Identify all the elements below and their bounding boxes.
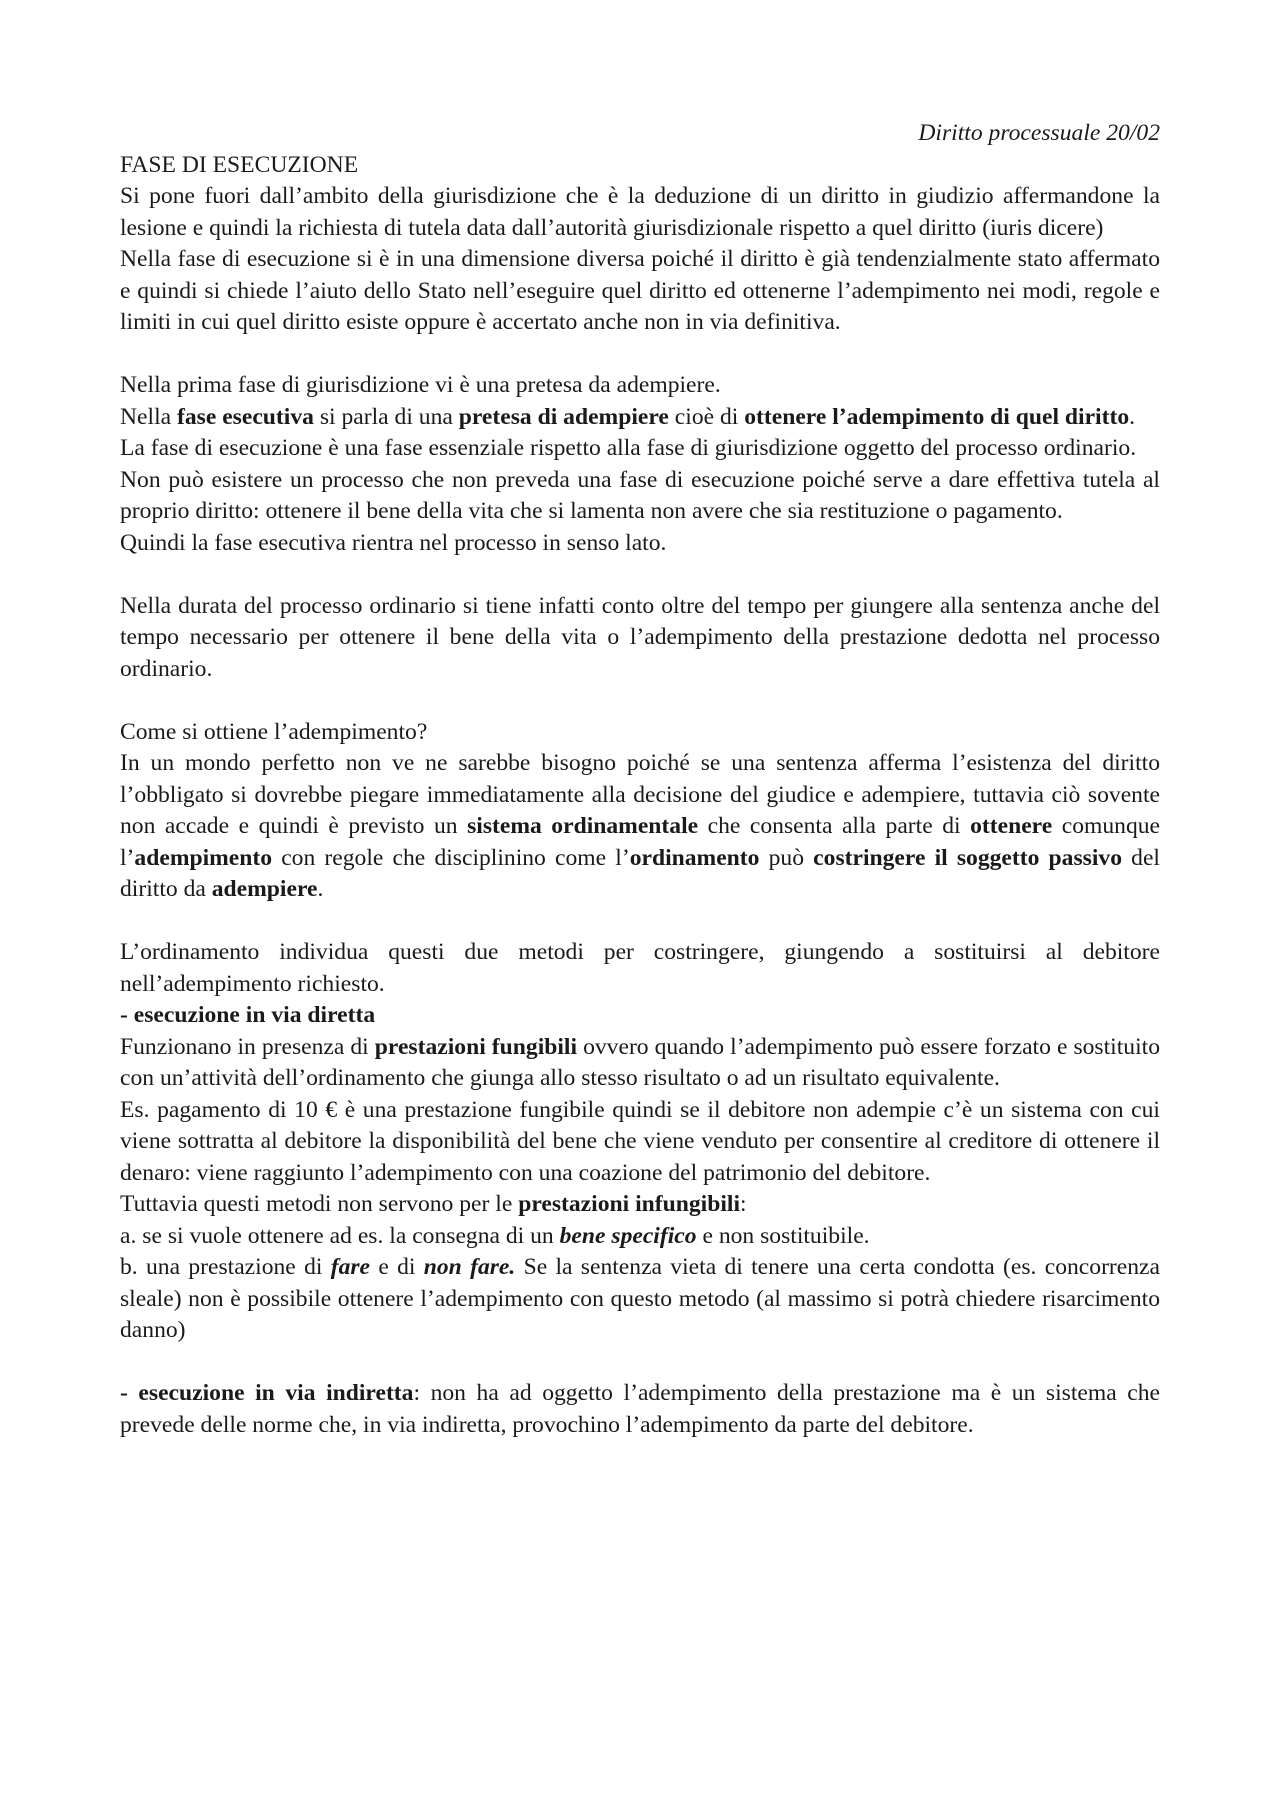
paragraph-execution-dimension: Nella fase di esecuzione si è in una dimensione diversa poiché il diritto è già tendenzialmente stato affermato e quindi si chiede l’aiuto dello Stato nell’eseguire quel diritto ed ottenerne l’adempimento nei modi, regole e limiti in cui quel diritto esiste oppure è accertato anche non in via definitiva.: [120, 246, 1160, 335]
blank-line: [120, 906, 1160, 938]
bold-term: pretesa di adempiere: [458, 403, 669, 430]
paragraph-jurisdiction: Si pone fuori dall’ambito della giurisdizione che è la deduzione di un diritto in giudizio affermandone la lesione e quindi la richiesta di tutela data dall’autorità giurisdizionale rispetto a quel diritto (iuris dicere): [120, 183, 1160, 241]
paragraph-infungible: Tuttavia questi metodi non servono per le prestazioni infungibili:: [120, 1191, 747, 1217]
bold-term: adempimento: [134, 844, 273, 871]
bold-italic-term: fare: [330, 1254, 371, 1280]
paragraph-essential-phase: La fase di esecuzione è una fase essenziale rispetto alla fase di giurisdizione oggetto del processo ordinario.: [120, 435, 1137, 461]
paragraph-effective-protection: Non può esistere un processo che non preveda una fase di esecuzione poiché serve a dare effettiva tutela al proprio diritto: ottenere il bene della vita che si lamenta non avere che sia restituzione o pagamento.: [120, 466, 1160, 524]
paragraph-broad-sense: Quindi la fase esecutiva rientra nel processo in senso lato.: [120, 529, 667, 556]
bold-italic-term: non fare.: [423, 1254, 516, 1280]
document-page: [120, 118, 1160, 1441]
bold-term: prestazioni infungibili: [518, 1191, 740, 1217]
section-title: FASE DI ESECUZIONE: [120, 151, 359, 178]
bold-term: adempiere: [211, 876, 318, 902]
blank-line: [120, 339, 1160, 371]
bold-term: costringere il soggetto passivo: [813, 844, 1122, 871]
bold-term: fase esecutiva: [177, 403, 314, 430]
blank-line: [120, 1347, 1160, 1379]
header-course-date: Diritto processuale 20/02: [918, 120, 1160, 146]
paragraph-perfect-world: In un mondo perfetto non ve ne sarebbe bisogno poiché se una sentenza afferma l’esistenza del diritto l’obbligato si dovrebbe piegare immediatamente alla decisione del giudice e adempiere, tuttavia ciò sovente non accade e quindi è previsto un sistema ordinamentale che consenta alla parte di ottenere comunque l’adempimento con regole che disciplinino come l’ordinamento può costringere il soggetto passivo del diritto da adempiere.: [120, 750, 1161, 902]
paragraph-indirect-execution: - esecuzione in via indiretta: non ha ad oggetto l’adempimento della prestazione ma è un sistema che prevede delle norme che, in via indiretta, provochino l’adempimento da parte del debitore.: [120, 1380, 1161, 1438]
list-item-b: b. una prestazione di fare e di non fare. Se la sentenza vieta di tenere una certa condotta (es. concorrenza sleale) non è possibile ottenere l’adempimento con questo metodo (al massimo si potrà chiedere risarcimento danno): [120, 1254, 1160, 1343]
paragraph-first-phase: Nella prima fase di giurisdizione vi è una pretesa da adempiere.: [120, 372, 721, 398]
paragraph-two-methods: L’ordinamento individua questi due metodi per costringere, giungendo a sostituirsi al debitore nell’adempimento richiesto.: [120, 939, 1160, 997]
blank-line: [120, 685, 1160, 717]
blank-line: [120, 559, 1160, 591]
bold-italic-term: bene specifico: [559, 1222, 697, 1249]
paragraph-example-payment: Es. pagamento di 10 € è una prestazione fungibile quindi se il debitore non adempie c’è un sistema con cui viene sottratta al debitore la disponibilità del bene che viene venduto per consentire al creditore di ottenere il denaro: viene raggiunto l’adempimento con una coazione del patrimonio del debitore.: [120, 1096, 1160, 1186]
paragraph-fungible: Funzionano in presenza di prestazioni fungibili ovvero quando l’adempimento può essere forzato e sostituito con un’attività dell’ordinamento che giunga allo stesso risultato o ad un risultato equivalente.: [120, 1033, 1160, 1091]
paragraph-duration: Nella durata del processo ordinario si tiene infatti conto oltre del tempo per giungere alla sentenza anche del tempo necessario per ottenere il bene della vita o l’adempimento della prestazione dedotta nel processo ordinario.: [120, 592, 1160, 682]
heading-direct-execution: - esecuzione in via diretta: [120, 1002, 376, 1028]
bold-term: prestazioni fungibili: [374, 1033, 578, 1060]
paragraph-executive-phase: Nella fase esecutiva si parla di una pretesa di adempiere cioè di ottenere l’adempimento di quel diritto.: [120, 403, 1136, 430]
bold-term: ordinamento: [629, 844, 760, 871]
paragraph-question: Come si ottiene l’adempimento?: [120, 718, 428, 745]
bold-term: sistema ordinamentale: [467, 813, 699, 839]
bold-term: ottenere l’adempimento di quel diritto: [744, 403, 1130, 430]
bold-term: - esecuzione in via indiretta: [120, 1380, 414, 1406]
list-item-a: a. se si vuole ottenere ad es. la consegna di un bene specifico e non sostituibile.: [120, 1222, 870, 1249]
bold-term: ottenere: [970, 813, 1053, 839]
